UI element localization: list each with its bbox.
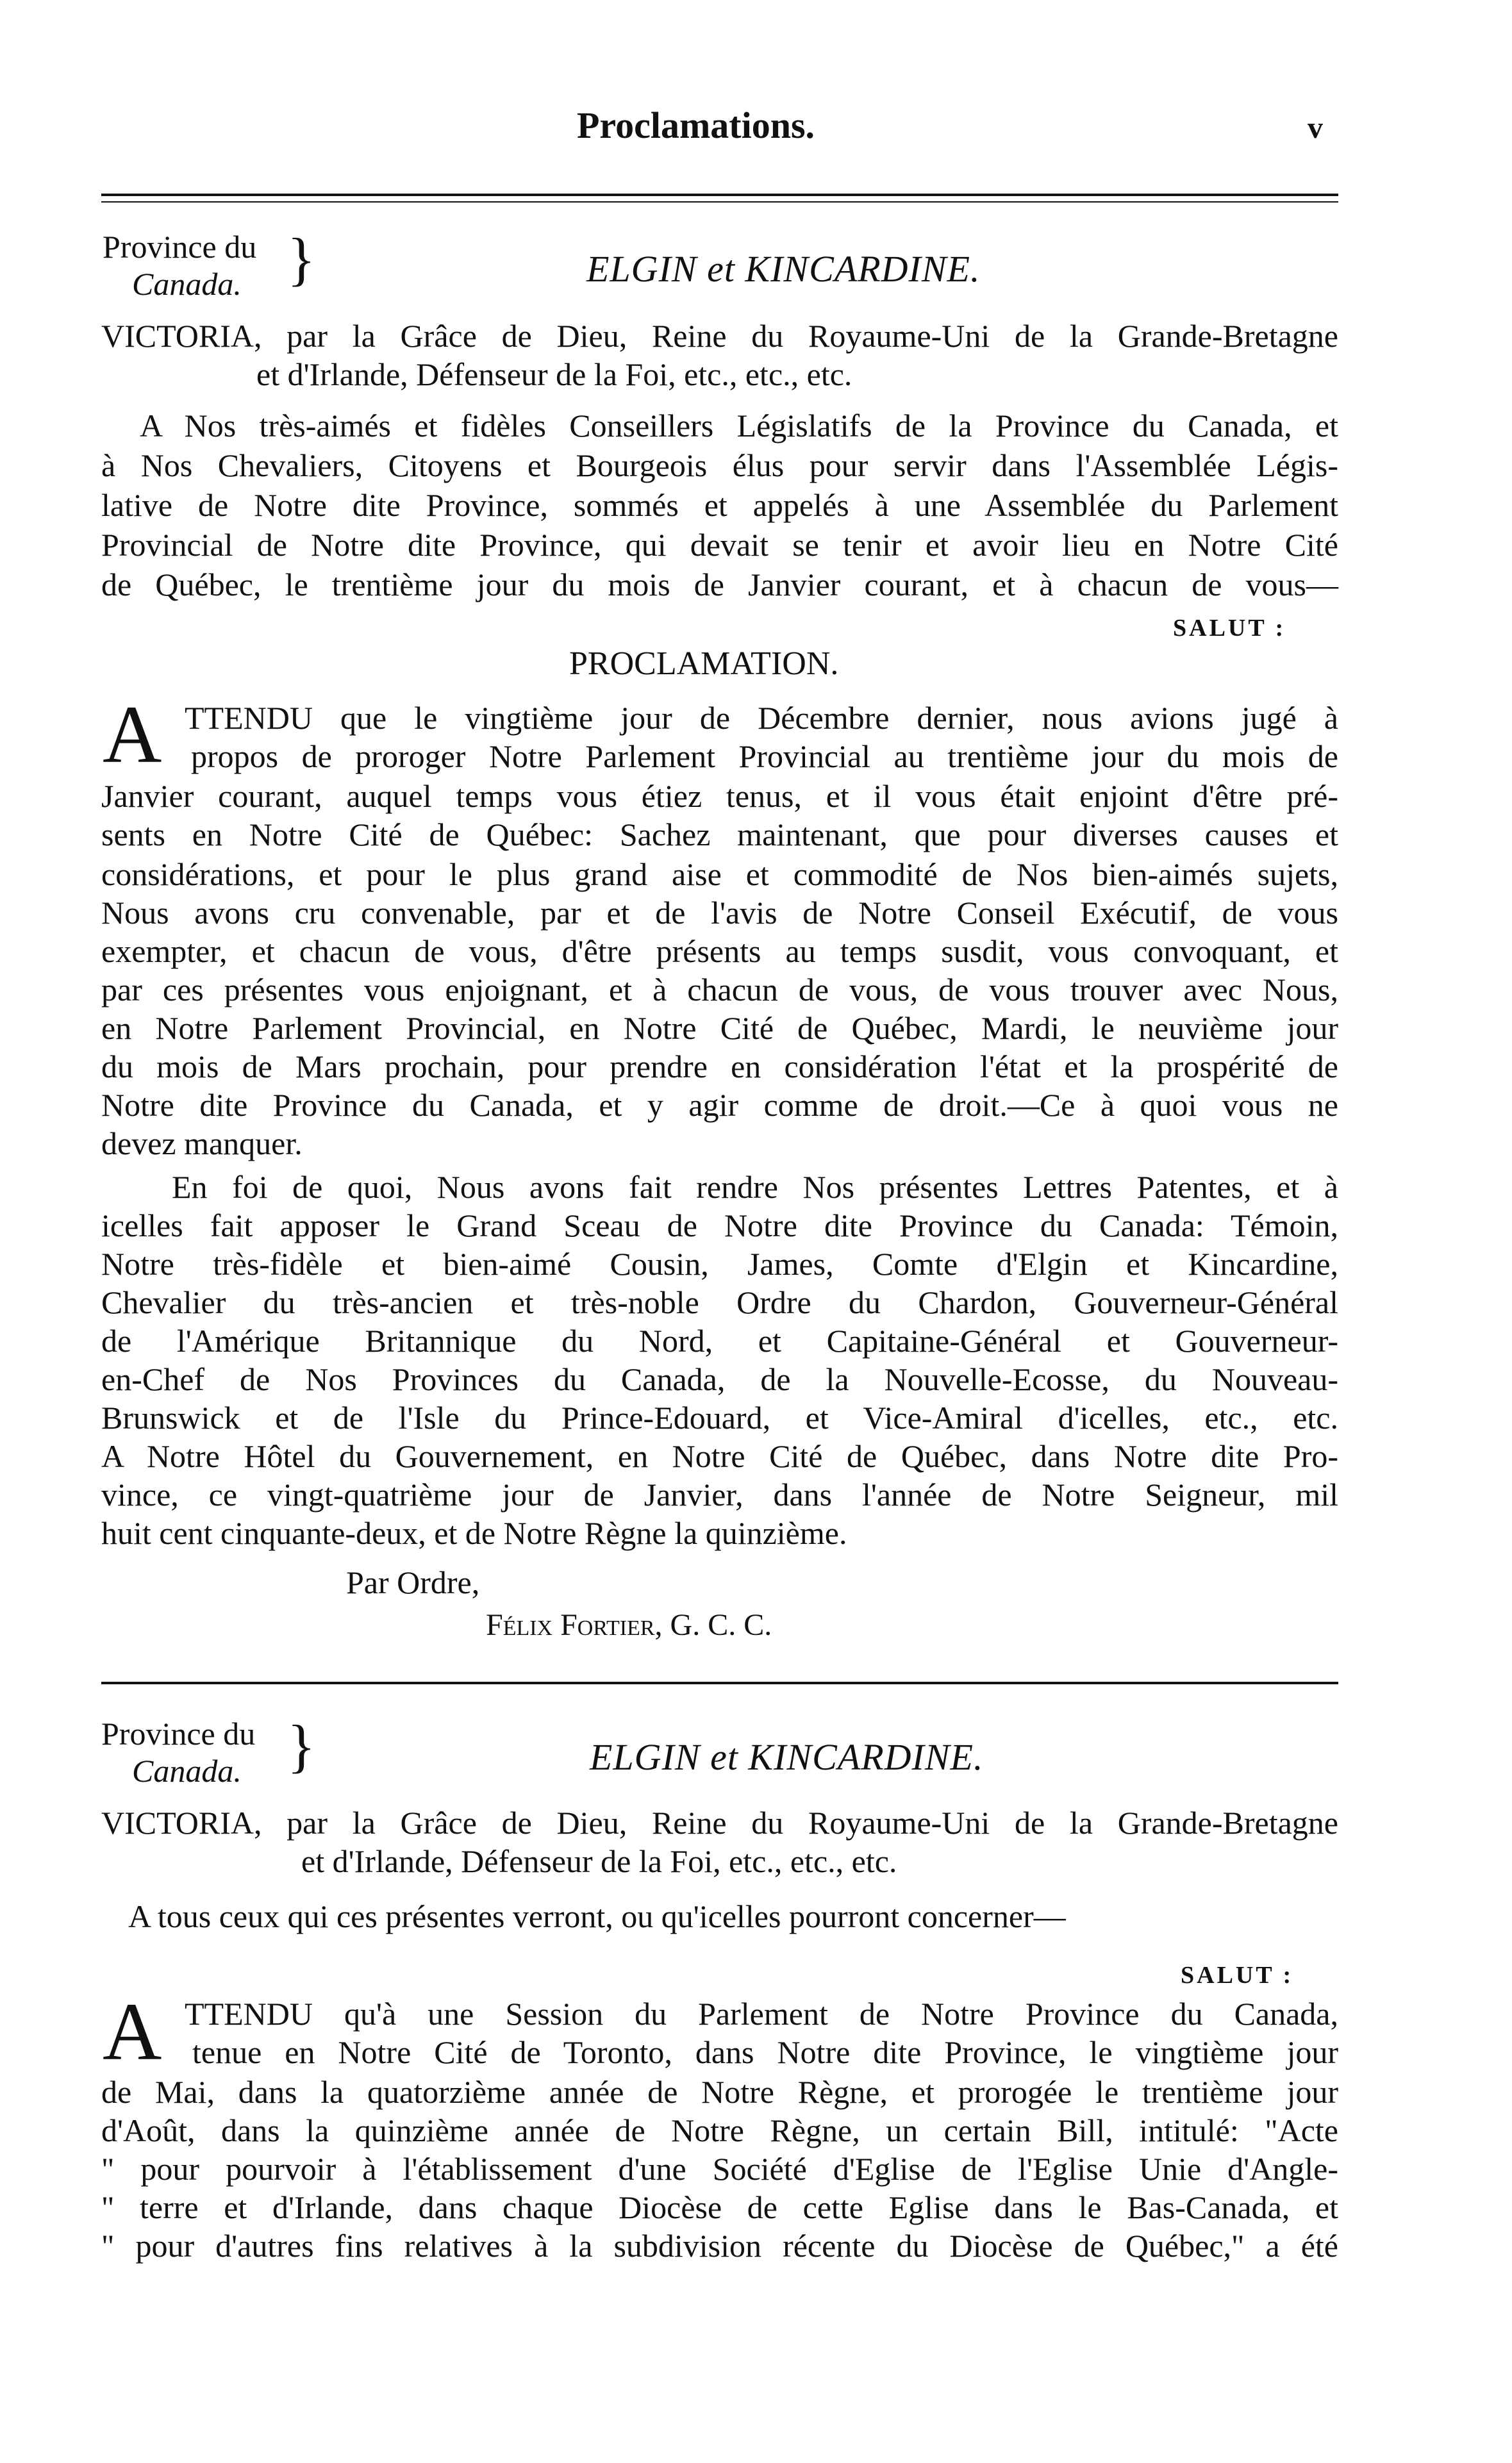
- witness-line: Notre très-fidèle et bien-aimé Cousin, James, Comte d'Elgin et Kincardine,: [101, 1246, 1338, 1282]
- governor-title: ELGIN et KINCARDINE.: [590, 1736, 984, 1778]
- body-line: sents en Notre Cité de Québec: Sachez maintenant, que pour diverses causes et: [101, 817, 1338, 852]
- province-label: Province du: [103, 229, 257, 265]
- salut: SALUT :: [1173, 615, 1286, 642]
- drop-cap: A: [103, 689, 162, 780]
- body-line: Nous avons cru convenable, par et de l'avis de Notre Conseil Exécutif, de vous: [101, 895, 1338, 931]
- drop-cap: A: [103, 1986, 162, 2077]
- witness-line: en-Chef de Nos Provinces du Canada, de la Nouvelle-Ecosse, du Nouveau-: [101, 1361, 1338, 1397]
- body-line: " terre et d'Irlande, dans chaque Diocèse de cette Eglise dans le Bas-Canada, et: [101, 2189, 1338, 2225]
- governor-title: ELGIN et KINCARDINE.: [586, 248, 981, 290]
- victoria-line: VICTORIA, par la Grâce de Dieu, Reine du Royaume-Uni de la Grande-Bretagne: [101, 1805, 1338, 1841]
- body-line: " pour d'autres fins relatives à la subdivision récente du Diocèse de Québec," a été: [101, 2228, 1338, 2264]
- address-line: Provincial de Notre dite Province, qui devait se tenir et avoir lieu en Notre Cité: [101, 527, 1338, 563]
- victoria-line: VICTORIA, par la Grâce de Dieu, Reine du Royaume-Uni de la Grande-Bretagne: [101, 318, 1338, 354]
- province-brace: }: [287, 1713, 316, 1779]
- address-line: lative de Notre dite Province, sommés et appelés à une Assemblée du Parlement: [101, 487, 1338, 523]
- witness-line: A Notre Hôtel du Gouvernement, en Notre Cité de Québec, dans Notre dite Pro-: [101, 1438, 1338, 1474]
- body-line: Notre dite Province du Canada, et y agir comme de droit.—Ce à quoi vous ne: [101, 1087, 1338, 1123]
- body-line: " pour pourvoir à l'établissement d'une Société d'Eglise de l'Eglise Unie d'Angle-: [101, 2151, 1338, 2187]
- body-line: de Mai, dans la quatorzième année de Notre Règne, et prorogée le trentième jour: [101, 2074, 1338, 2110]
- body-line: d'Août, dans la quinzième année de Notre Règne, un certain Bill, intitulé: "Acte: [101, 2112, 1338, 2148]
- body-line: devez manquer.: [101, 1125, 303, 1161]
- signature: Félix Fortier, G. C. C.: [486, 1608, 772, 1642]
- address-line: A Nos très-aimés et fidèles Conseillers Législatifs de la Province du Canada, et: [140, 408, 1338, 444]
- salut: SALUT :: [1181, 1962, 1294, 1989]
- body-line: en Notre Parlement Provincial, en Notre Cité de Québec, Mardi, le neuvième jour: [101, 1010, 1338, 1046]
- province-label: Province du: [101, 1716, 256, 1752]
- page-number: v: [1308, 111, 1323, 145]
- header-rule-bottom: [101, 201, 1338, 203]
- body-line: par ces présentes vous enjoignant, et à chacun de vous, de vous trouver avec Nous,: [101, 972, 1338, 1008]
- proclamation-heading: PROCLAMATION.: [569, 645, 839, 682]
- body-line: propos de proroger Notre Parlement Provincial au trentième jour du mois de: [191, 738, 1338, 774]
- province-brace: }: [287, 226, 316, 292]
- victoria-line: et d'Irlande, Défenseur de la Foi, etc., etc., etc.: [256, 356, 852, 392]
- par-ordre: Par Ordre,: [346, 1564, 480, 1600]
- body-line: TTENDU que le vingtième jour de Décembre dernier, nous avions jugé à: [185, 700, 1338, 736]
- body-line: du mois de Mars prochain, pour prendre en considération l'état et la prospérité de: [101, 1049, 1338, 1084]
- victoria-line: et d'Irlande, Défenseur de la Foi, etc., etc., etc.: [301, 1843, 897, 1879]
- witness-line: Chevalier du très-ancien et très-noble Ordre du Chardon, Gouverneur-Général: [101, 1284, 1338, 1320]
- body-line: TTENDU qu'à une Session du Parlement de Notre Province du Canada,: [185, 1996, 1338, 2032]
- address-line: A tous ceux qui ces présentes verront, ou qu'icelles pourront concerner—: [128, 1898, 1066, 1934]
- witness-line: huit cent cinquante-deux, et de Notre Règne la quinzième.: [101, 1515, 847, 1551]
- body-line: exempter, et chacun de vous, d'être présents au temps susdit, vous convoquant, et: [101, 933, 1338, 969]
- running-title: Proclamations.: [577, 104, 815, 146]
- body-line: considérations, et pour le plus grand aise et commodité de Nos bien-aimés sujets,: [101, 856, 1338, 892]
- body-line: Janvier courant, auquel temps vous étiez tenus, et il vous était enjoint d'être pré-: [101, 778, 1338, 814]
- body-line: tenue en Notre Cité de Toronto, dans Notre dite Province, le vingtième jour: [192, 2034, 1338, 2070]
- witness-line: icelles fait apposer le Grand Sceau de Notre dite Province du Canada: Témoin,: [101, 1207, 1338, 1243]
- witness-line: vince, ce vingt-quatrième jour de Janvier, dans l'année de Notre Seigneur, mil: [101, 1477, 1338, 1513]
- witness-line: En foi de quoi, Nous avons fait rendre Nos présentes Lettres Patentes, et à: [172, 1169, 1338, 1205]
- witness-line: Brunswick et de l'Isle du Prince-Edouard, et Vice-Amiral d'icelles, etc., etc.: [101, 1400, 1338, 1436]
- header-rule-top: [101, 194, 1338, 196]
- witness-line: de l'Amérique Britannique du Nord, et Capitaine-Général et Gouverneur-: [101, 1323, 1338, 1359]
- address-line: de Québec, le trentième jour du mois de Janvier courant, et à chacun de vous—: [101, 567, 1338, 602]
- section-divider: [101, 1682, 1338, 1684]
- address-line: à Nos Chevaliers, Citoyens et Bourgeois élus pour servir dans l'Assemblée Légis-: [101, 447, 1338, 483]
- province-name: Canada.: [132, 1753, 242, 1789]
- province-name: Canada.: [132, 266, 242, 302]
